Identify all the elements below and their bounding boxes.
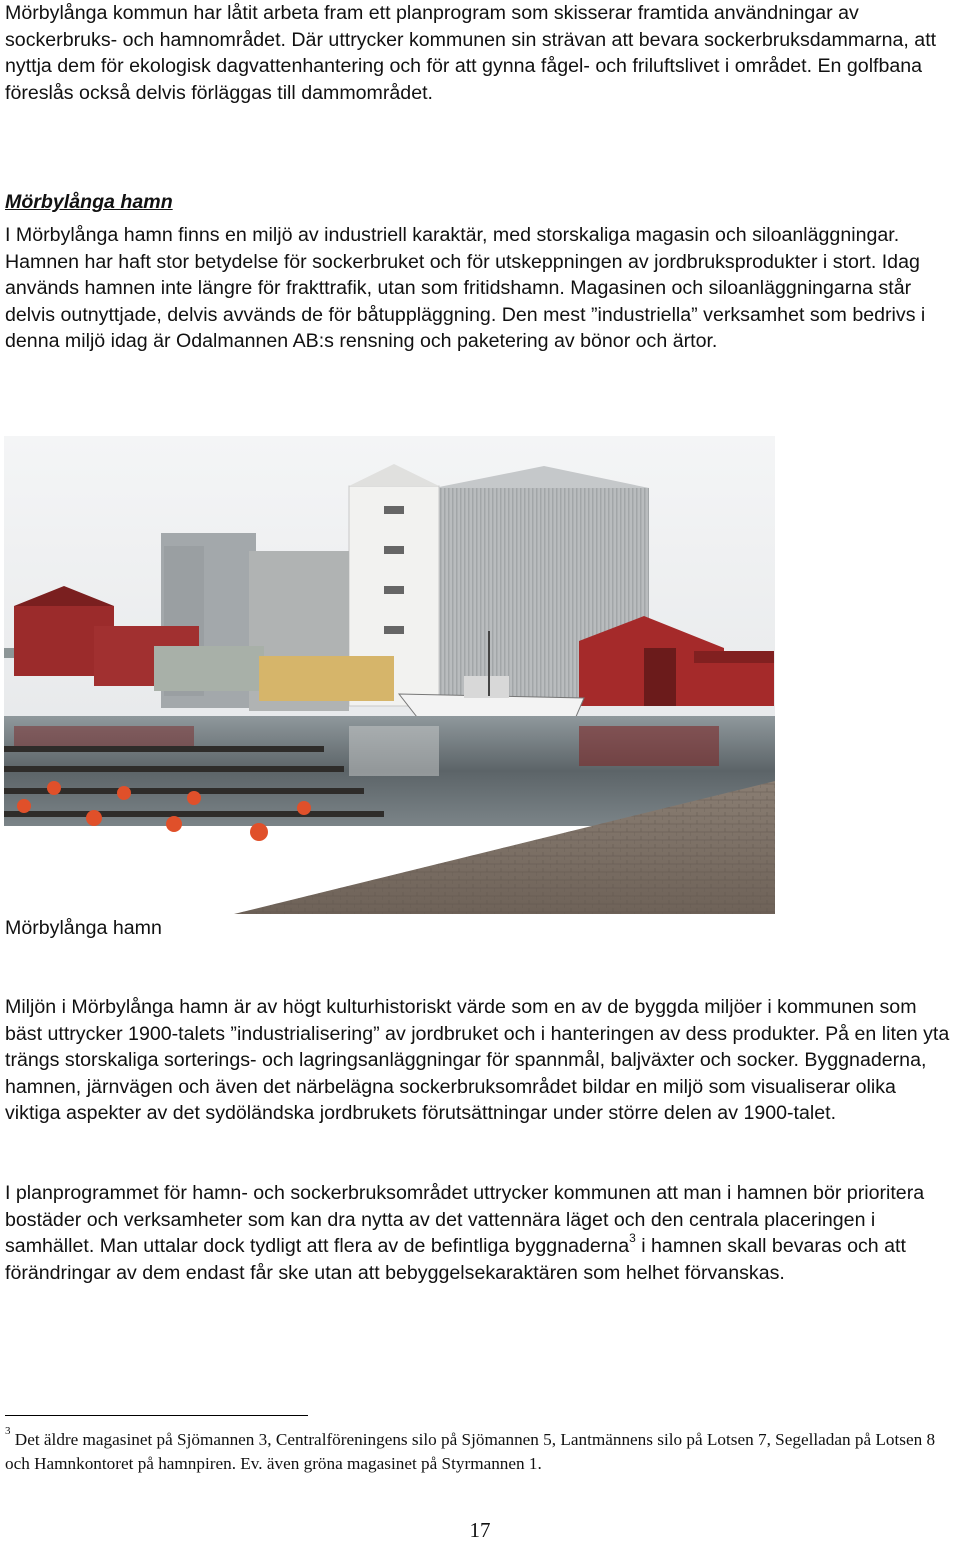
intro-paragraph: Mörbylånga kommun har låtit arbeta fram ett planprogram som skisserar framtida användningar av sockerbruks- och hamnområdet. Där uttrycker kommunen sin strävan att bevara sockerbruksdammarna, att nyttja dem för ekologisk dagvattenhantering och för att gynna fågel- och friluftslivet i området. En golfbana föreslås också delvis förläggas till dammområdet. [5, 2, 937, 104]
footnote-number: 3 [5, 1425, 11, 1438]
milieu-paragraph: Miljön i Mörbylånga hamn är av högt kulturhistoriskt värde som en av de byggda miljöer i kommunen som bäst uttrycker 1900-talets ”industrialisering” av jordbruket och i hanteringen av dess produkter. På en liten yta trängs storskaliga sorterings- och lagringsanläggningar för spannmål, baljväxter och socker. Byggnaderna, hamnen, järnvägen och även det närbelägna sockerbruksområdet bildar en miljö som visualiserar olika viktiga aspekter av det sydöländska jordbrukets förutsättningar under större delen av 1900-talet. [5, 996, 950, 1124]
section-heading: Mörbylånga hamn [5, 191, 173, 213]
footnote-reference: 3 [629, 1231, 636, 1246]
plan-paragraph [5, 1180, 955, 1286]
footnote [5, 1425, 955, 1476]
photo-caption: Mörbylånga hamn [5, 917, 162, 939]
footnote-text: Det äldre magasinet på Sjömannen 3, Centralföreningens silo på Sjömannen 5, Lantmännens silo på Lotsen 7, Segelladan på Lotsen 8 och Hamnkontoret på hamnpiren. Ev. även gröna magasinet på Styrmannen 1. [5, 1430, 936, 1473]
page-number: 17 [469, 1518, 491, 1542]
footnote-divider [5, 1415, 308, 1416]
harbor-paragraph: I Mörbylånga hamn finns en miljö av industriell karaktär, med storskaliga magasin och siloanläggningar. Hamnen har haft stor betydelse för sockerbruket och för utskeppningen av jordbruksprodukter i stort. Idag används hamnen inte längre för frakttrafik, utan som fritidshamn. Magasinen och siloanläggningarna står delvis outnyttjade, delvis avvänds de för båtuppläggning. Den mest ”industriella” verksamhet som bedrivs i denna miljö idag är Odalmannen AB:s rensning och paketering av bönor och ärtor. [5, 224, 926, 352]
plan-text-before: I planprogrammet för hamn- och sockerbruksområdet uttrycker kommunen att man i hamnen bör prioritera bostäder och verksamheter som kan dra nytta av det vattennära läget och den centrala placeringen i samhället. Man uttalar dock tydligt att flera av de befintliga byggnaderna [5, 1182, 925, 1257]
plan-text-after: i hamnen skall bevaras och att förändringar av dem endast får ske utan att bebyggelsekaraktären som helhet förvanskas. [5, 1235, 906, 1284]
harbor-photo [4, 436, 775, 914]
